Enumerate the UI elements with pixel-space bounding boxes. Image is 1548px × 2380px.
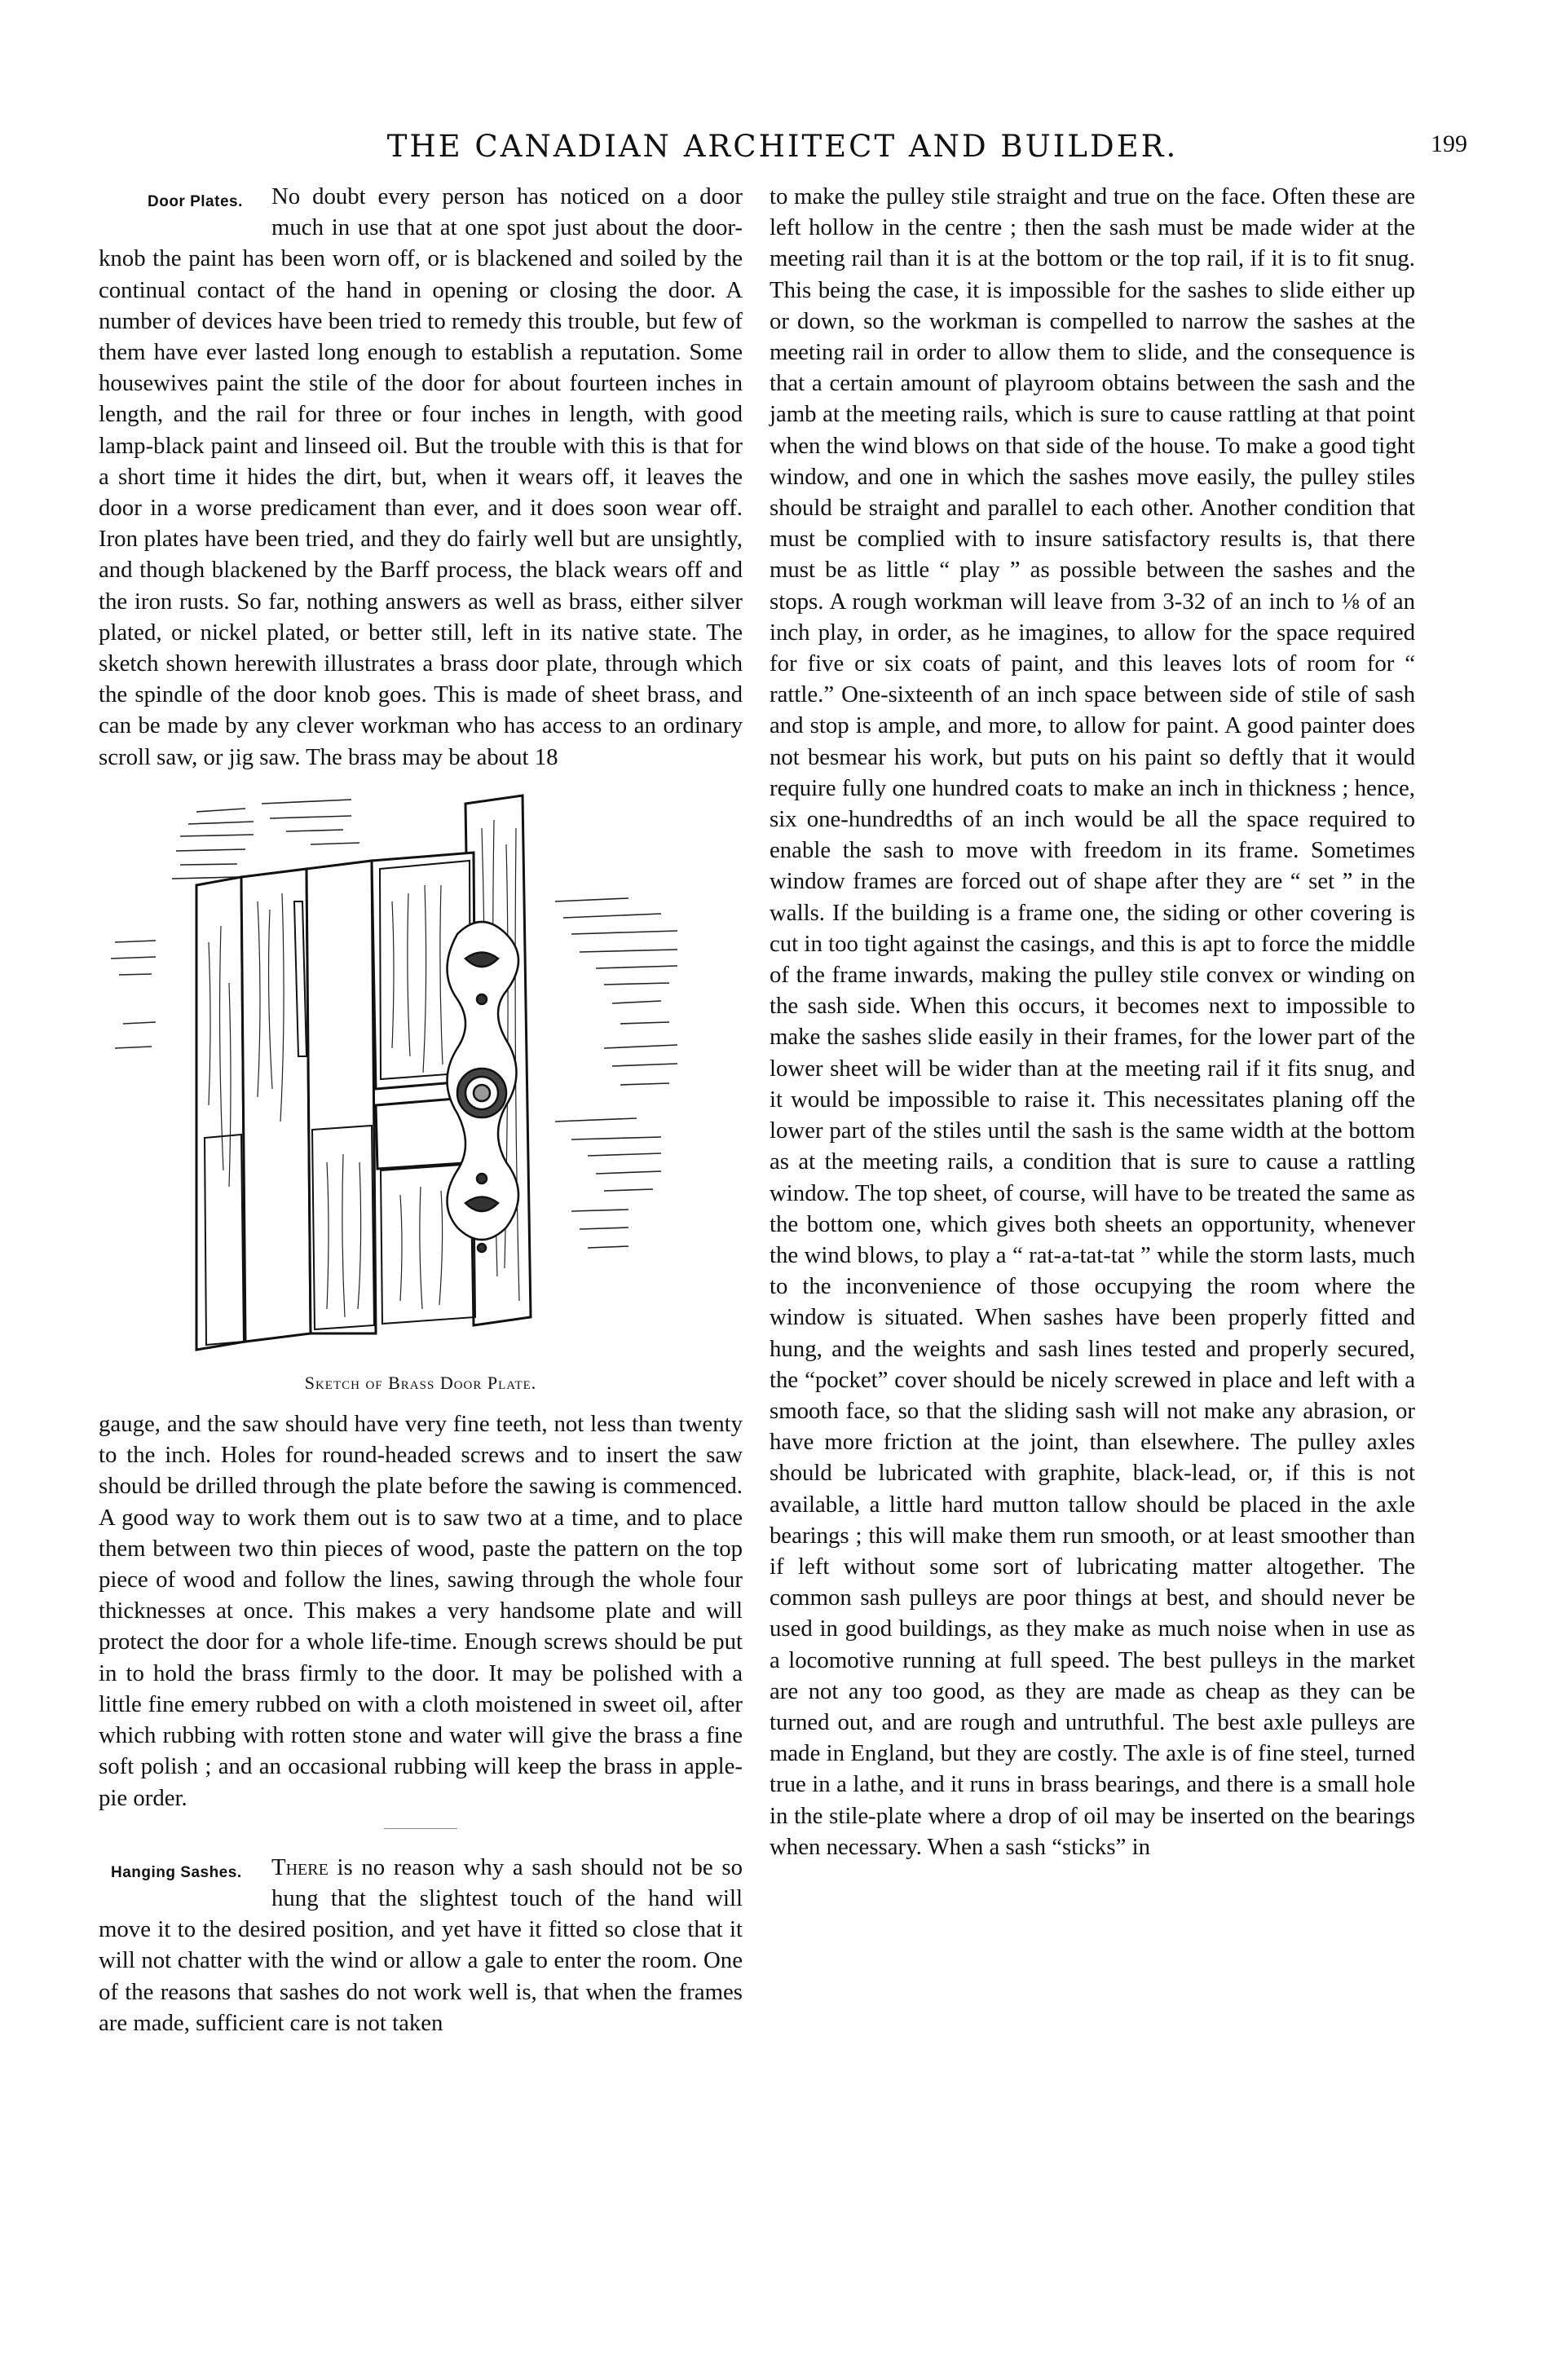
left-column: [99, 181, 743, 2038]
figure-caption: Sketch of Brass Door Plate.: [304, 1372, 537, 1393]
door-sketch-drawing: [99, 779, 743, 1366]
section-separator: [384, 1828, 457, 1829]
brass-door-plate-sketch: [99, 779, 743, 1366]
side-head-door-plates: [99, 181, 271, 240]
page-header: [98, 129, 1467, 170]
door-plates-paragraph-1: No doubt every person has noticed on a door much in use that at one spot just about the door-knob the paint has been worn off, or is blackened and soiled by the continual contact of the hand in opening or closing the door. A number of devices have been tried to remedy this trouble, but few of them have ever lasted long enough to establish a reputation. Some housewives paint the stile of the door for about fourteen inches in length, and the rail for three or four inches in length, with good lamp-black paint and linseed oil. But the trouble with this is that for a short time it hides the dirt, but, when it wears off, it leaves the door in a worse predicament than ever, and it does soon wear off. Iron plates have been tried, and they do fairly well but are unsightly, and though blackened by the Barff process, the black wears off and the iron rusts. So far, nothing answers as well as brass, either silver plated, or nickel plated, or better still, left in its native state. The sketch shown herewith illustrates a brass door plate, through which the spindle of the door knob goes. This is made of sheet brass, and can be made by any clever workman who has access to an ordinary scroll saw, or jig saw. The brass may be about 18: [99, 183, 743, 770]
hanging-sashes-continued: to make the pulley stile straight and true on the face. Often these are left hollow in the centre ; then the sash must be made wider at the meeting rail than it is at the bottom or the top rail, if it is to fit snug. This being the case, it is impossible for the sashes to slide either up or down, so the workman is compelled to narrow the sashes at the meeting rail in order to allow them to slide, and the consequence is that a certain amount of playroom obtains between the sash and the jamb at the meeting rails, which is sure to cause rattling at that point when the wind blows on that side of the house. To make a good tight window, and one in which the sashes move easily, the pulley stiles should be straight and parallel to each other. Another condition that must be complied with to insure satisfactory results is, that there must be as little “ play ” as possible between the sashes and the stops. A rough workman will leave from 3-32 of an inch to ⅛ of an inch play, in order, as he imagines, to allow for the space required for five or six coats of paint, and this leaves lots of room for “ rattle.” One-sixteenth of an inch space between side of stile of sash and stop is ample, and more, to allow for paint. A good painter does not besmear his work, but puts on his paint so deftly that it would require fully one hundred coats to make an inch in thickness ; hence, six one-hundredths of an inch would be all the space required to enable the sash to move with freedom in its frame. Sometimes window frames are forced out of shape after they are “ set ” in the walls. If the building is a frame one, the siding or other covering is cut in too tight against the casings, and this is apt to force the middle of the frame inwards, making the pulley stile convex or winding on the sash side. When this occurs, it becomes next to impossible to make the sashes slide easily in their frames, for the lower part of the lower sheet will be wider than at the meeting rail if it fits snug, and it would be impossible to raise it. This necessitates planing off the lower part of the stiles until the sash is the same width at the bottom as at the meeting rails, a condition that is sure to cause a rattling window. The top sheet, of course, will have to be treated the same as the bottom one, which gives both sheets an opportunity, whenever the wind blows, to play a “ rat-a-tat-tat ” while the storm lasts, much to the inconvenience of those occupying the room where the window is situated. When sashes have been properly fitted and hung, and the weights and sash lines tested and properly secured, the “pocket” cover should be nicely screwed in place and left with a smooth face, so that the sliding sash will not make any abrasion, or have more friction at the joint, than elsewhere. The pulley axles should be lubricated with graphite, black-lead, or, if this is not available, a little hard mutton tallow should be placed in the axle bearings ; this will make them run smooth, or at least smoother than if left without some sort of lubricating matter altogether. The common sash pulleys are poor things at best, and should never be used in good buildings, as they make as much noise when in use as a locomotive running at full speed. The best pulleys in the market are not any too good, as they are made as cheap as they can be turned out, and are rough and untruthful. The best axle pulleys are made in England, but they are costly. The axle is of fine steel, turned true in a lathe, and it runs in brass bearings, and there is a small hole in the stile-plate where a drop of oil may be inserted on the bearings when necessary. When a sash “sticks” in: [770, 183, 1415, 1860]
door-plates-paragraph-2: gauge, and the saw should have very fine teeth, not less than twenty to the inch. Holes for round-headed screws and to insert the saw should be drilled through the plate before the sawing is commenced. A good way to work them out is to saw two at a time, and to place them between two thin pieces of wood, paste the pattern on the top piece of wood and follow the lines, sawing through the whole four thicknesses at once. This makes a very handsome plate and will protect the door for a whole life-time. Enough screws should be put in to hold the brass firmly to the door. It may be polished with a little fine emery rubbed on with a cloth moistened in sweet oil, after which rubbing with rotten stone and water will give the brass a fine soft polish ; and an occasional rubbing will keep the brass in apple-pie order.: [99, 1411, 743, 1811]
right-column: [770, 181, 1415, 1862]
side-head-hanging-sashes: [99, 1852, 271, 1911]
brass-plate-ornament: [448, 922, 519, 1252]
lead-word: There: [271, 1853, 329, 1880]
side-head-label: Hanging Sashes.: [111, 1863, 242, 1881]
running-head: THE CANADIAN ARCHITECT AND BUILDER.: [386, 129, 1179, 164]
hanging-sashes-text: is no reason why a sash should not be so hung that the slightest touch of the hand will move it to the desired position, and yet have it fitted so close that it will not chatter with the wind or allow a gale to enter the room. One of the reasons that sashes do not work well is, that when the frames are made, sufficient care is not taken: [99, 1853, 743, 2036]
side-head-label: Door Plates.: [148, 193, 243, 210]
page-number: 199: [1431, 130, 1467, 157]
